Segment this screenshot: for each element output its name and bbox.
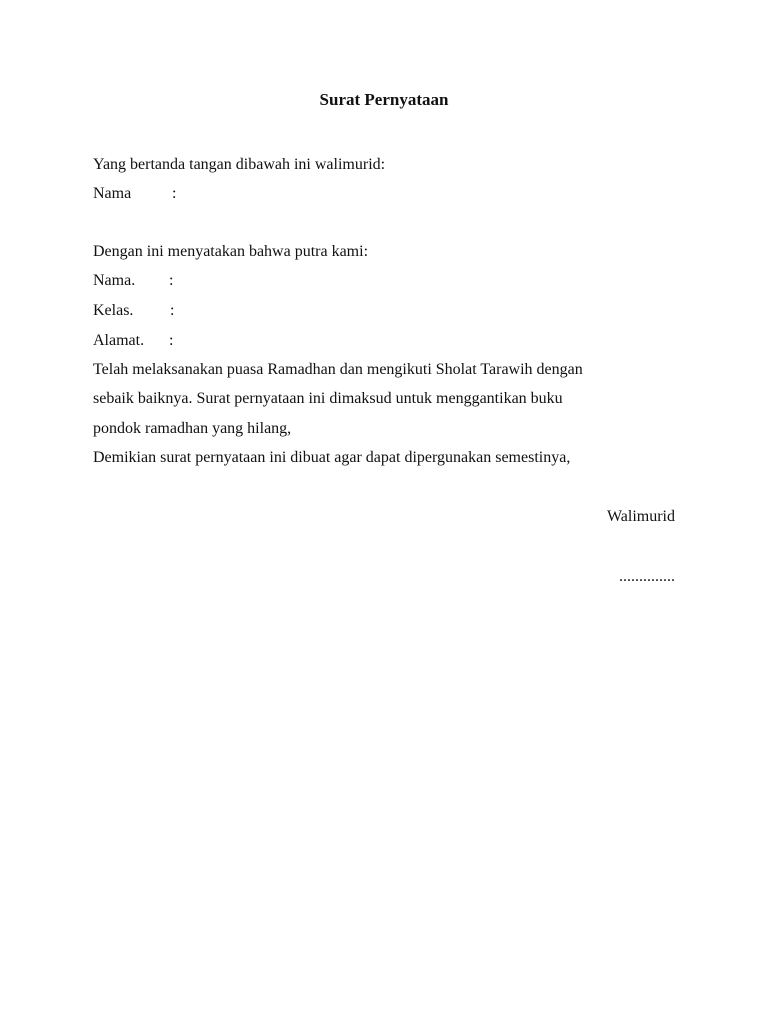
- field-colon: :: [169, 332, 174, 349]
- field-label: Nama: [93, 185, 132, 202]
- signature-name-placeholder: ..............: [619, 568, 675, 585]
- field-colon: :: [169, 272, 174, 289]
- field-label: Kelas.: [93, 302, 134, 319]
- body-line: Telah melaksanakan puasa Ramadhan dan mengikuti Sholat Tarawih dengan: [93, 361, 583, 378]
- body-line: sebaik baiknya. Surat pernyataan ini dimaksud untuk menggantikan buku: [93, 390, 563, 407]
- child-name-field: [93, 270, 173, 292]
- field-colon: :: [170, 302, 175, 319]
- body-line: Demikian surat pernyataan ini dibuat agar dapat dipergunakan semestinya,: [93, 449, 571, 466]
- statement-intro: Dengan ini menyatakan bahwa putra kami:: [93, 243, 369, 260]
- child-class-field: [93, 300, 174, 322]
- field-label: Nama.: [93, 272, 136, 289]
- field-colon: :: [172, 185, 177, 202]
- signature-role: Walimurid: [606, 508, 675, 525]
- child-address-field: [93, 330, 173, 352]
- field-label: Alamat.: [93, 332, 145, 349]
- document-title: Surat Pernyataan: [319, 90, 449, 109]
- body-line: pondok ramadhan yang hilang,: [93, 420, 292, 437]
- parent-name-field: [93, 183, 176, 205]
- intro-text: Yang bertanda tangan dibawah ini walimurid:: [93, 156, 386, 173]
